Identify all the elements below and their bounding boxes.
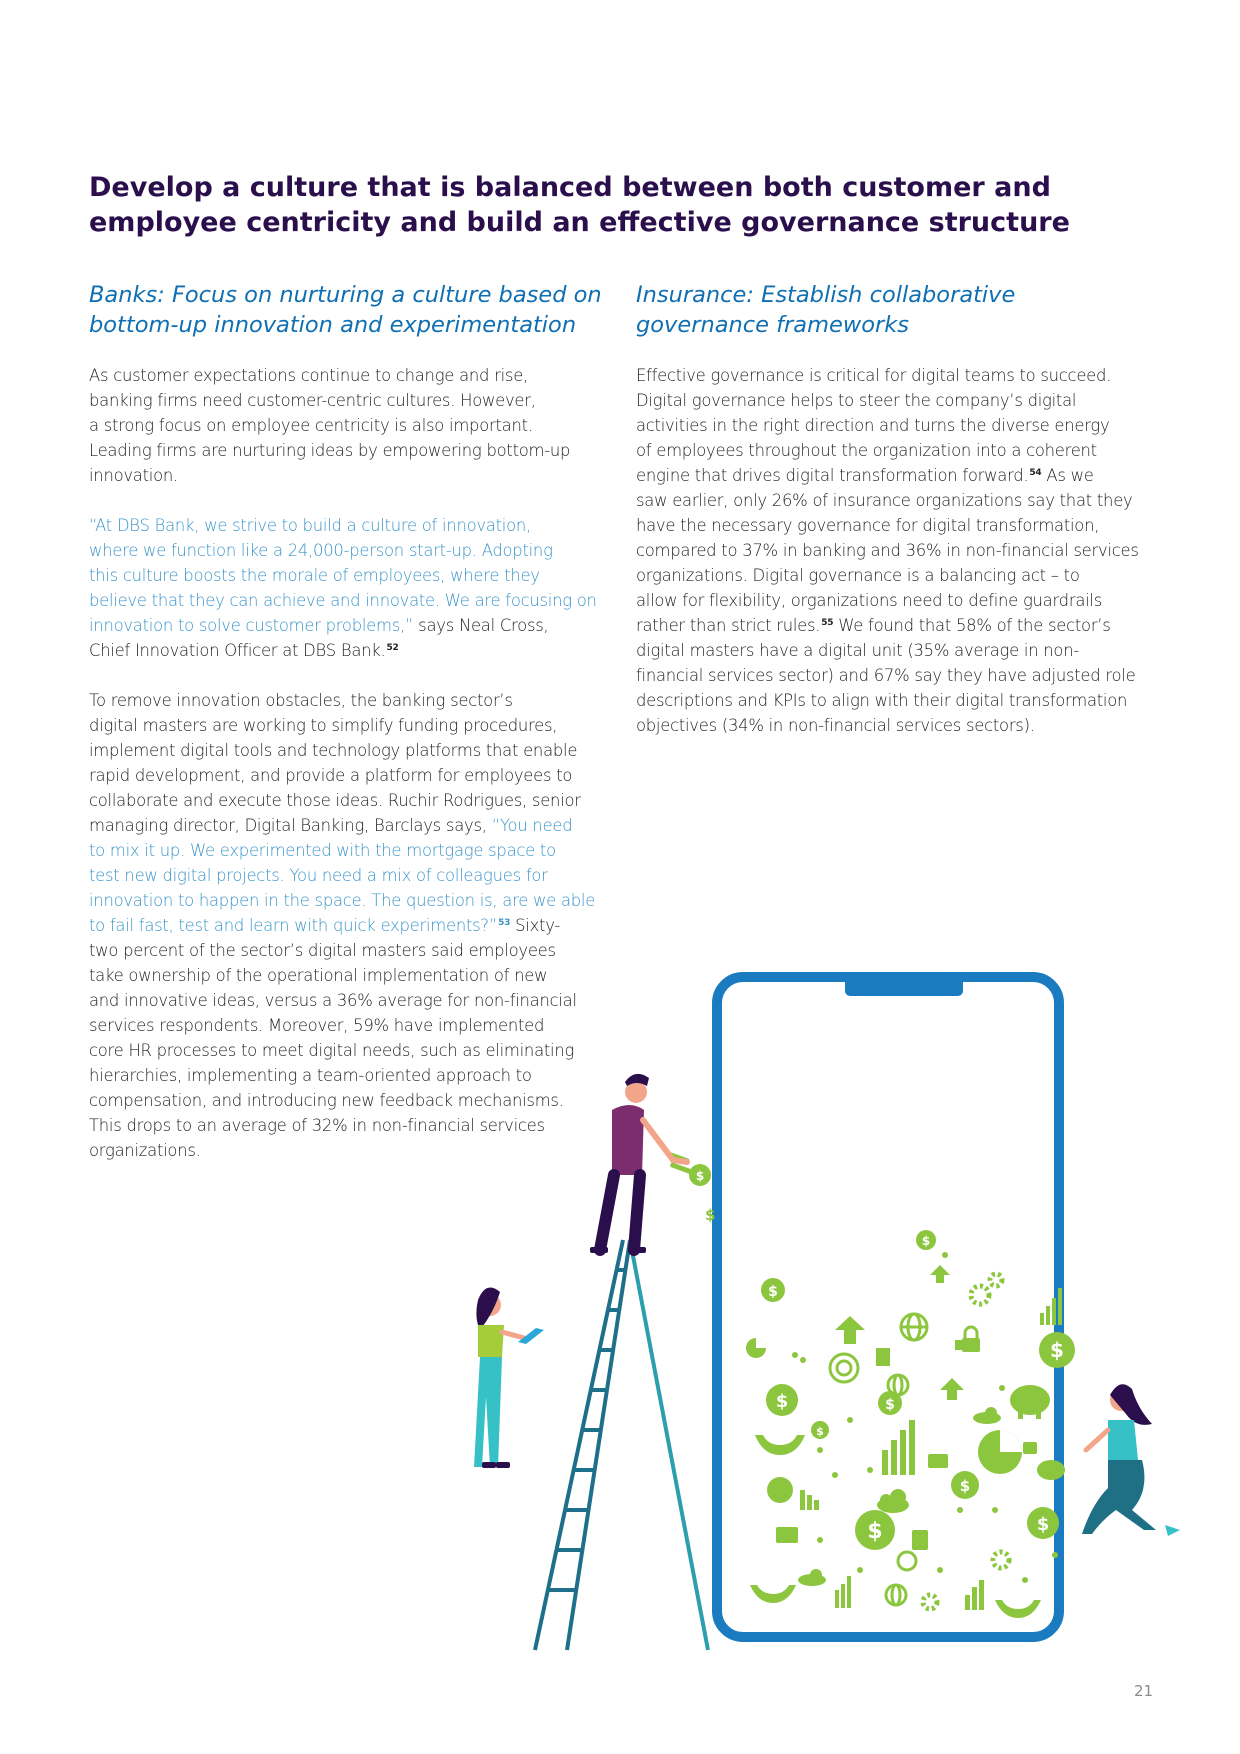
- text-line: innovation.: [89, 466, 178, 485]
- text-fragment: Sixty-: [510, 916, 561, 935]
- quote-line: to mix it up. We experimented with the mortgage space to: [89, 841, 556, 860]
- text-line: collaborate and execute those ideas. Ruchir Rodrigues, senior: [89, 791, 581, 810]
- attribution-fragment: Chief Innovation Officer at DBS Bank.: [89, 641, 386, 660]
- text-line: saw earlier, only 26% of insurance organizations say that they: [636, 491, 1133, 510]
- text-line: As customer expectations continue to change and rise,: [89, 366, 528, 385]
- text-line: Effective governance is critical for digital teams to succeed.: [636, 366, 1112, 385]
- text-line: and innovative ideas, versus a 36% average for non-financial: [89, 991, 577, 1010]
- pie-chart-icon: [978, 1430, 1022, 1474]
- text-line: [89, 813, 619, 838]
- footnote-ref: 53: [498, 917, 511, 928]
- svg-text:$: $: [816, 1425, 824, 1438]
- text-line: activities in the right direction and turns the diverse energy: [636, 416, 1110, 435]
- page-title-line: Develop a culture that is balanced between both customer and: [89, 172, 1051, 203]
- text-line: digital masters have a digital unit (35% average in non-: [636, 641, 1080, 660]
- text-fragment: engine that drives digital transformation forward.: [636, 466, 1029, 485]
- dollar-coin-icon: [1039, 1332, 1075, 1368]
- text-line: two percent of the sector’s digital masters said employees: [89, 941, 556, 960]
- text-line: [89, 613, 619, 638]
- dollar-coin-icon: [761, 1278, 785, 1302]
- insurance-subheading: [636, 280, 1168, 340]
- svg-text:$: $: [768, 1284, 778, 1300]
- attribution-fragment: says Neal Cross,: [413, 616, 549, 635]
- page-title-line: employee centricity and build an effective governance structure: [89, 207, 1070, 238]
- text-line: [89, 638, 619, 663]
- ladder-illustration: [535, 1240, 708, 1650]
- subheading-line: bottom-up innovation and experimentation: [89, 312, 577, 338]
- quote-line: “At DBS Bank, we strive to build a culture of innovation,: [89, 516, 531, 535]
- dollar-coin-icon: [916, 1230, 936, 1250]
- text-line: a strong focus on employee centricity is also important.: [89, 416, 533, 435]
- text-line: compensation, and introducing new feedback mechanisms.: [89, 1091, 564, 1110]
- piggy-bank-icon: [1037, 1460, 1065, 1480]
- quote-fragment: to fail fast, test and learn with quick experiments?”: [89, 916, 498, 935]
- dollar-coin-icon: [811, 1421, 829, 1439]
- insurance-governance-paragraph: [636, 363, 1168, 738]
- svg-text:$: $: [921, 1234, 931, 1248]
- text-fragment: We found that 58% of the sector’s: [833, 616, 1111, 635]
- text-line: descriptions and KPIs to align with their digital transformation: [636, 691, 1128, 710]
- dollar-coin-icon: [1027, 1507, 1059, 1539]
- dbs-quote-paragraph: [89, 513, 619, 663]
- quote-fragment: “You need: [491, 816, 573, 835]
- text-line: [636, 463, 1168, 488]
- text-line: To remove innovation obstacles, the banking sector’s: [89, 691, 513, 710]
- text-line: core HR processes to meet digital needs, such as eliminating: [89, 1041, 575, 1060]
- text-line: Leading firms are nurturing ideas by empowering bottom-up: [89, 441, 571, 460]
- svg-text:$: $: [695, 1169, 705, 1183]
- banks-intro-paragraph: [89, 363, 619, 488]
- text-line: Digital governance helps to steer the company’s digital: [636, 391, 1077, 410]
- page-title: [89, 170, 1089, 240]
- text-line: hierarchies, implementing a team-oriented approach to: [89, 1066, 532, 1085]
- text-line: compared to 37% in banking and 36% in non-financial services: [636, 541, 1139, 560]
- text-line: objectives (34% in non-financial services sectors).: [636, 716, 1035, 735]
- text-line: This drops to an average of 32% in non-financial services: [89, 1116, 545, 1135]
- text-line: organizations. Digital governance is a balancing act – to: [636, 566, 1080, 585]
- quote-line: where we function like a 24,000-person start-up. Adopting: [89, 541, 553, 560]
- svg-text:$: $: [1050, 1338, 1064, 1362]
- text-line: implement digital tools and technology platforms that enable: [89, 741, 578, 760]
- pie-chart-icon: [746, 1338, 766, 1358]
- text-fragment: As we: [1041, 466, 1094, 485]
- text-line: financial services sector) and 67% say they have adjusted role: [636, 666, 1136, 685]
- text-line: digital masters are working to simplify funding procedures,: [89, 716, 558, 735]
- quote-line: believe that they can achieve and innovate. We are focusing on: [89, 591, 597, 610]
- subheading-line: governance frameworks: [636, 312, 910, 338]
- footnote-ref: 52: [386, 642, 399, 653]
- text-fragment: rather than strict rules.: [636, 616, 821, 635]
- text-line: [89, 913, 619, 938]
- kneeling-woman-figure: [1082, 1384, 1180, 1536]
- quote-line: test new digital projects. You need a mix of colleagues for: [89, 866, 548, 885]
- footnote-ref: 54: [1029, 467, 1042, 478]
- svg-text:$: $: [1036, 1514, 1050, 1535]
- banks-subheading: [89, 280, 619, 340]
- lock-icon: [1023, 1442, 1037, 1454]
- svg-text:$: $: [959, 1477, 971, 1495]
- subheading-line: Banks: Focus on nurturing a culture based on: [89, 282, 602, 308]
- svg-text:$: $: [867, 1519, 883, 1544]
- quote-line: this culture boosts the morale of employees, where they: [89, 566, 540, 585]
- woman-with-laptop-figure: [474, 1288, 544, 1469]
- subheading-line: Insurance: Establish collaborative: [636, 282, 1016, 308]
- text-line: organizations.: [89, 1141, 201, 1160]
- text-line: rapid development, and provide a platform for employees to: [89, 766, 573, 785]
- text-line: have the necessary governance for digital transformation,: [636, 516, 1100, 535]
- text-line: allow for flexibility, organizations need to define guardrails: [636, 591, 1103, 610]
- svg-text:$: $: [775, 1391, 789, 1412]
- digital-banking-illustration: [440, 970, 1220, 1670]
- dollar-coin-icon: [951, 1471, 979, 1499]
- insurance-column: [636, 280, 1168, 763]
- text-line: take ownership of the operational implementation of new: [89, 966, 548, 985]
- pie-chart-icon: [767, 1477, 793, 1503]
- dollar-coin-icon: [766, 1384, 798, 1416]
- text-line: of employees throughout the organization into a coherent: [636, 441, 1097, 460]
- text-line: [636, 613, 1168, 638]
- quote-line: innovation to happen in the space. The question is, are we able: [89, 891, 596, 910]
- quote-fragment: innovation to solve customer problems,”: [89, 616, 414, 635]
- text-line: services respondents. Moreover, 59% have implemented: [89, 1016, 545, 1035]
- svg-text:$: $: [885, 1397, 895, 1413]
- footnote-ref: 55: [821, 617, 834, 628]
- dollar-coin-icon: [855, 1510, 895, 1550]
- text-fragment: managing director, Digital Banking, Barclays says,: [89, 816, 492, 835]
- svg-text:$: $: [705, 1206, 716, 1224]
- page-number: 21: [1134, 1682, 1154, 1700]
- text-line: banking firms need customer-centric cultures. However,: [89, 391, 536, 410]
